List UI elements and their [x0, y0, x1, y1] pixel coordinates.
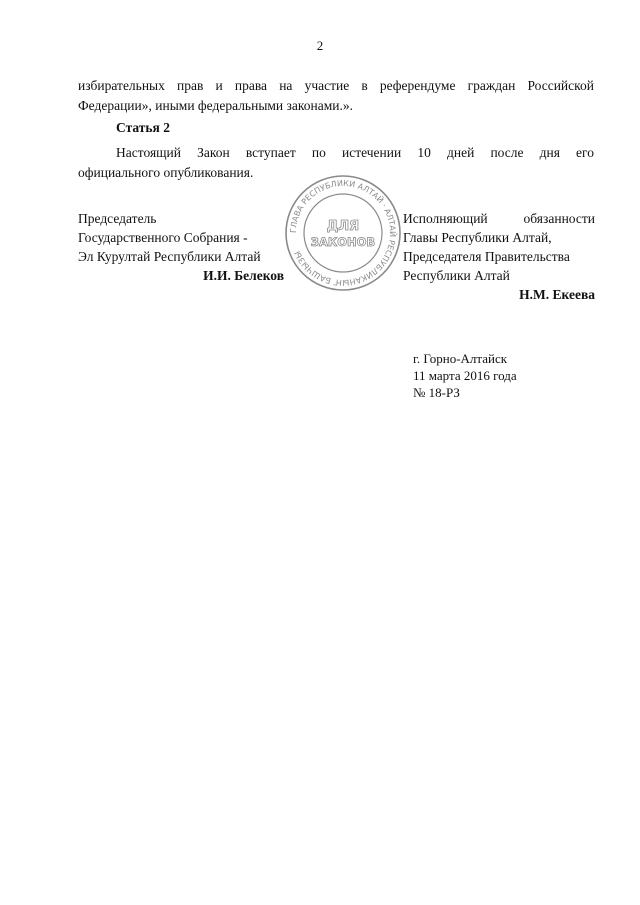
place-date-block: [413, 350, 517, 401]
signature-left-line-2: Государственного Собрания -: [78, 230, 248, 245]
seal-ring-text: ГЛАВА РЕСПУБЛИКИ АЛТАЙ · АЛТАЙ РЕСПУБЛИКАНЫҤ БАШЧЫЗЫ: [288, 178, 398, 288]
official-seal: [284, 174, 402, 292]
signature-right-line-2: Главы Республики Алтай,: [403, 230, 552, 245]
article-title: Статья 2: [116, 120, 170, 135]
intro-line-1: избирательных прав и права на участие в референдуме граждан Российской: [78, 78, 594, 93]
signature-right: [403, 209, 595, 304]
intro-line-2: Федерации», иными федеральными законами.».: [78, 98, 353, 113]
signature-right-line-3: Председателя Правительства: [403, 249, 570, 264]
signature-left-line-1: Председатель: [78, 211, 157, 226]
article-line-2: официального опубликования.: [78, 165, 254, 180]
signature-left-line-3: Эл Курултай Республики Алтай: [78, 249, 261, 264]
signature-right-line-1: Исполняющий обязанности: [403, 211, 595, 226]
place-date: 11 марта 2016 года: [413, 368, 517, 383]
place-city: г. Горно-Алтайск: [413, 351, 508, 366]
signature-right-line-4: Республики Алтай: [403, 268, 510, 283]
article-line-1: Настоящий Закон вступает по истечении 10 дней после дня его: [116, 145, 594, 160]
seal-center-bottom: ЗАКОНОВ: [310, 235, 376, 249]
seal-center-top: ДЛЯ: [326, 219, 360, 234]
signature-left: [78, 209, 284, 285]
page-number: 2: [316, 38, 324, 53]
signature-right-name: Н.М. Екеева: [519, 287, 595, 302]
law-number: № 18-РЗ: [413, 385, 460, 400]
intro-paragraph: [78, 76, 594, 116]
signature-left-name: И.И. Белеков: [203, 268, 284, 283]
